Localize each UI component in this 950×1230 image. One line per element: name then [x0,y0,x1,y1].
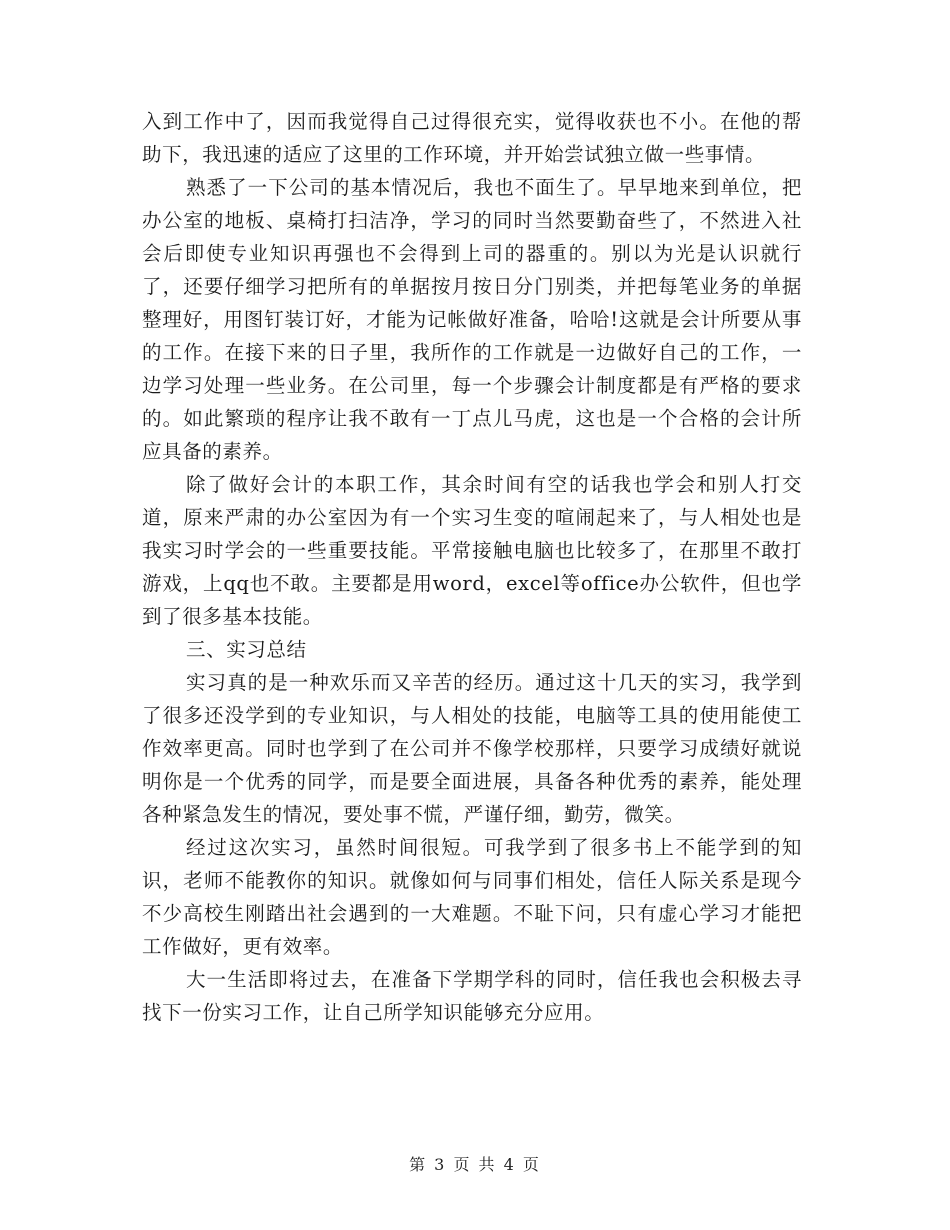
document-body [142,105,802,1029]
paragraph-3: 除了做好会计的本职工作，其余时间有空的话我也学会和别人打交道，原来严肃的办公室因为有一个实习生变的喧闹起来了，与人相处也是我实习时学会的一些重要技能。平常接触电脑也比较多了，在那里不敢打游戏，上qq也不敢。主要都是用word，excel等office办公软件，但也学到了很多基本技能。 [142,473,802,628]
paragraph-6: 大一生活即将过去，在准备下学期学科的同时，信任我也会积极去寻找下一份实习工作，让自己所学知识能够充分应用。 [142,968,802,1024]
section-heading-summary: 三、实习总结 [186,638,307,661]
paragraph-5: 经过这次实习，虽然时间很短。可我学到了很多书上不能学到的知识，老师不能教你的知识。就像如何与同事们相处，信任人际关系是现今不少高校生刚踏出社会遇到的一大难题。不耻下问，只有虚心学习才能把工作做好，更有效率。 [142,836,802,958]
paragraph-1: 入到工作中了，因而我觉得自己过得很充实，觉得收获也不小。在他的帮助下，我迅速的适应了这里的工作环境，并开始尝试独立做一些事情。 [142,110,802,166]
paragraph-4: 实习真的是一种欢乐而又辛苦的经历。通过这十几天的实习，我学到了很多还没学到的专业知识，与人相处的技能，电脑等工具的使用能使工作效率更高。同时也学到了在公司并不像学校那样，只要学习成绩好就说明你是一个优秀的同学，而是要全面进展，具备各种优秀的素养，能处理各种紧急发生的情况，要处事不慌，严谨仔细，勤劳，微笑。 [142,671,802,826]
paragraph-2: 熟悉了一下公司的基本情况后，我也不面生了。早早地来到单位，把办公室的地板、桌椅打扫洁净，学习的同时当然要勤奋些了，不然进入社会后即使专业知识再强也不会得到上司的器重的。别以为光是认识就行了，还要仔细学习把所有的单据按月按日分门别类，并把每笔业务的单据整理好，用图钉装订好，才能为记帐做好准备，哈哈!这就是会计所要从事的工作。在接下来的日子里，我所作的工作就是一边做好自己的工作，一边学习处理一些业务。在公司里，每一个步骤会计制度都是有严格的要求的。如此繁琐的程序让我不敢有一丁点儿马虎，这也是一个合格的会计所应具备的素养。 [142,176,802,463]
page-number-footer: 第 3 页 共 4 页 [409,1155,541,1174]
